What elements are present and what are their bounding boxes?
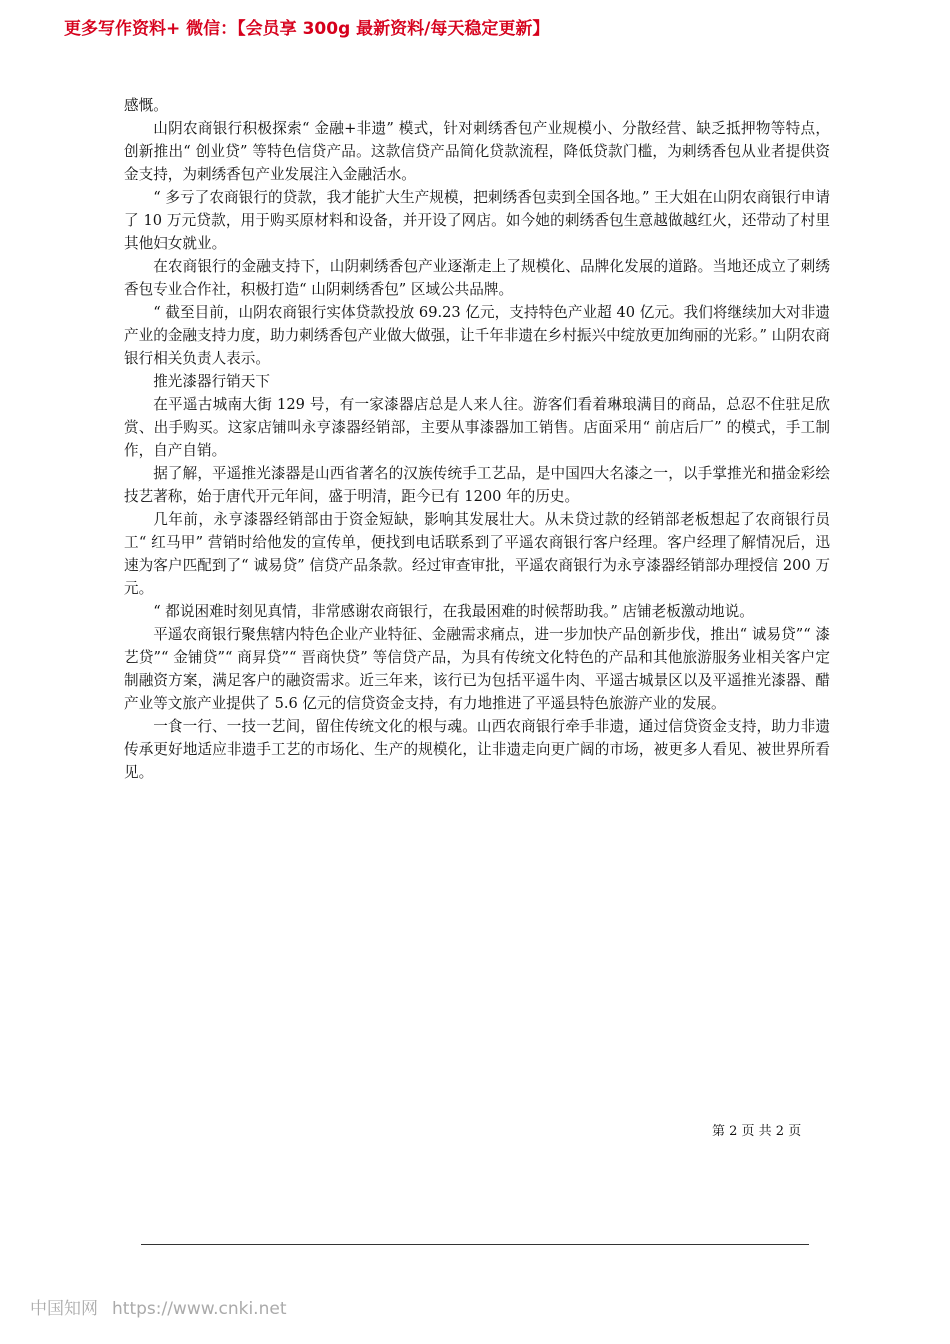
paragraph-9: 几年前，永亨漆器经销部由于资金短缺，影响其发展壮大。从未贷过款的经销部老板想起了农商银行员工“ 红马甲” 营销时给他发的宣传单，便找到电话联系到了平遥农商银行客户经理。客户经理了解情况后，迅速为客户匹配到了“ 诚易贷” 信贷产品条款。经过审查审批，平遥农商银行为永亨漆器经销部办理授信 200 万元。 [124,511,830,597]
article-body [124,94,830,784]
paragraph-2: 山阴农商银行积极探索“ 金融+非遗” 模式，针对刺绣香包产业规模小、分散经营、缺乏抵押物等特点，创新推出“ 创业贷” 等特色信贷产品。这款信贷产品简化贷款流程，降低贷款门槛，为刺绣香包从业者提供资金支持，为刺绣香包产业发展注入金融活水。 [124,120,830,183]
paragraph-7: 在平遥古城南大街 129 号，有一家漆器店总是人来人往。游客们看着琳琅满目的商品，总忍不住驻足欣赏、出手购买。这家店铺叫永亨漆器经销部，主要从事漆器加工销售。店面采用“ 前店后厂” 的模式，手工制作，自产自销。 [124,396,830,459]
section-heading: 推光漆器行销天下 [153,373,270,390]
paragraph-4: 在农商银行的金融支持下，山阴刺绣香包产业逐渐走上了规模化、品牌化发展的道路。当地还成立了刺绣香包专业合作社，积极打造“ 山阴刺绣香包” 区域公共品牌。 [124,258,830,298]
watermark [30,1294,286,1319]
paragraph-8: 据了解，平遥推光漆器是山西省著名的汉族传统手工艺品，是中国四大名漆之一，以手掌推光和描金彩绘技艺著称，始于唐代开元年间，盛于明清，距今已有 1200 年的历史。 [124,465,830,505]
paragraph-10: “ 都说困难时刻见真情，非常感谢农商银行，在我最困难的时候帮助我。” 店铺老板激动地说。 [153,603,754,620]
promo-banner: 更多写作资料+ 微信：【会员享 300g 最新资料/每天稳定更新】 [64,19,550,39]
paragraph-5: “ 截至目前，山阴农商银行实体贷款投放 69.23 亿元，支持特色产业超 40 亿元。我们将继续加大对非遗产业的金融支持力度，助力刺绣香包产业做大做强，让千年非遗在乡村振兴中绽放更加绚丽的光彩。” 山阴农商银行相关负责人表示。 [124,304,830,367]
watermark-name: 中国知网 [30,1299,98,1319]
paragraph-1: 感慨。 [124,97,168,114]
paragraph-12: 一食一行、一技一艺间，留住传统文化的根与魂。山西农商银行牵手非遗，通过信贷资金支持，助力非遗传承更好地适应非遗手工艺的市场化、生产的规模化，让非遗走向更广阔的市场，被更多人看见、被世界所看见。 [124,718,830,781]
paragraph-11: 平遥农商银行聚焦辖内特色企业产业特征、金融需求痛点，进一步加快产品创新步伐，推出“ 诚易贷”“ 漆艺贷”“ 金铺贷”“ 商昇贷”“ 晋商快贷” 等信贷产品，为具有传统文化特色的产品和其他旅游服务业相关客户定制融资方案，满足客户的融资需求。近三年来，该行已为包括平遥牛肉、平遥古城景区以及平遥推光漆器、醋产业等文旅产业提供了 5.6 亿元的信贷资金支持，有力地推进了平遥县特色旅游产业的发展。 [124,626,830,712]
footer-divider [141,1244,809,1245]
paragraph-3: “ 多亏了农商银行的贷款，我才能扩大生产规模，把刺绣香包卖到全国各地。” 王大姐在山阴农商银行申请了 10 万元贷款，用于购买原材料和设备，并开设了网店。如今她的刺绣香包生意越做越红火，还带动了村里其他妇女就业。 [124,189,830,252]
page-number: 第 2 页 共 2 页 [712,1124,802,1139]
watermark-url: https://www.cnki.net [112,1299,287,1319]
